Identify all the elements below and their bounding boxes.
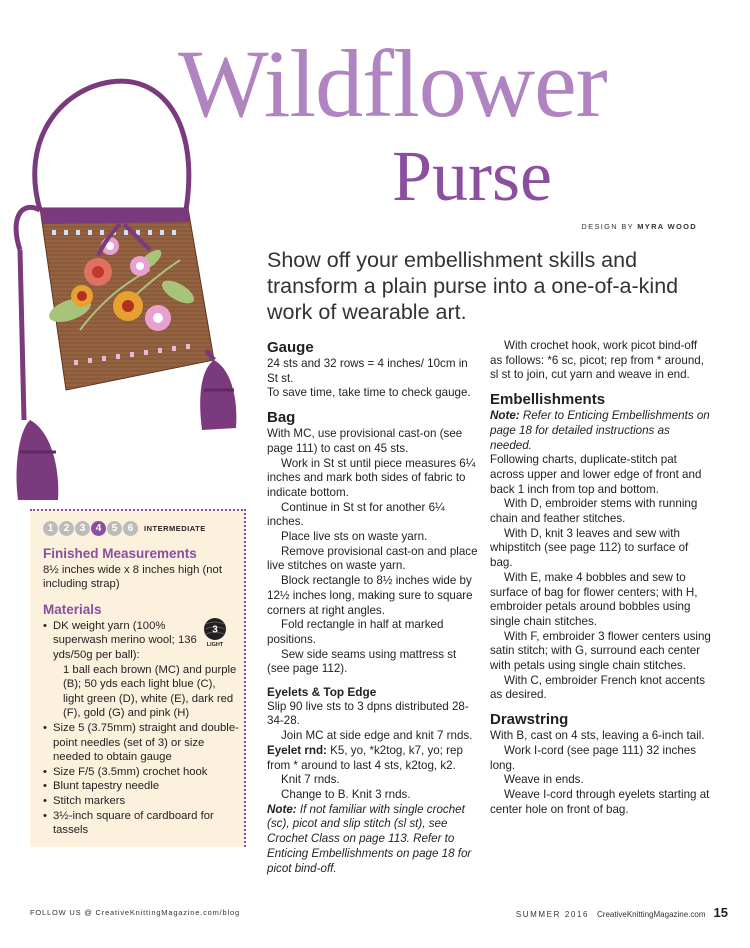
bag-p8: Sew side seams using mattress st (see page 112). xyxy=(267,647,457,676)
skill-label: INTERMEDIATE xyxy=(144,524,206,533)
skill-circle-6: 6 xyxy=(123,521,138,536)
finished-text: 8½ inches wide x 8 inches high (not including strap) xyxy=(43,564,222,591)
embellishments-heading: Embellishments xyxy=(490,391,606,409)
column-left xyxy=(267,339,479,876)
eyelets-p2: Join MC at side edge and knit 7 rnds. xyxy=(281,729,473,743)
byline-name: MYRA WOOD xyxy=(637,222,697,231)
bag-p6: Block rectangle to 8½ inches wide by 12½ inches long, making sure to square corners at right angles. xyxy=(267,574,473,617)
footer-url: CreativeKnittingMagazine.com xyxy=(597,910,706,919)
bag-p1: With MC, use provisional cast-on (see page 111) to cast on 45 sts. xyxy=(267,427,463,455)
eyelet-rnd xyxy=(267,744,479,773)
list-item: • Size 5 (3.75mm) straight and double-point needles (set of 3) or size needed to obtain gauge xyxy=(43,721,239,765)
list-item: • Stitch markers xyxy=(43,794,239,809)
embellishments-note-label: Note: xyxy=(490,409,520,423)
eyelets-heading: Eyelets & Top Edge xyxy=(267,685,377,700)
skill-circle-2: 2 xyxy=(59,521,74,536)
skill-circle-5: 5 xyxy=(107,521,122,536)
byline xyxy=(581,222,697,231)
embellishments-note xyxy=(490,409,712,453)
material-yarn-sub: 1 ball each brown (MC) and purple (B); 50 yds each light blue (C), light green (D), white (E), dark red (F), gold (G) and pink (H) xyxy=(63,663,237,720)
gauge-heading: Gauge xyxy=(267,339,314,356)
bag-p4: Place live sts on waste yarn. xyxy=(281,530,428,544)
embellishments-p3: With D, knit 3 leaves and sew with whipstitch (see page 112) to surface of bag. xyxy=(490,526,689,570)
embellishments-p4: With E, make 4 bobbles and sew to surface of bag for flower centers; with H, embroider petals around bobbles using single chain stitches. xyxy=(490,570,698,628)
bag-p7: Fold rectangle in half at marked positions. xyxy=(267,618,444,646)
yarn-weight-label: LIGHT xyxy=(206,642,224,647)
finished-heading: Finished Measurements xyxy=(43,546,197,561)
gauge-p1: 24 sts and 32 rows = 4 inches/ 10cm in St st. xyxy=(267,357,468,385)
drawstring-p1: With B, cast on 4 sts, leaving a 6-inch tail. xyxy=(490,729,705,743)
info-box xyxy=(30,509,246,847)
title-line-2: Purse xyxy=(392,136,552,216)
bag-heading: Bag xyxy=(267,409,296,427)
materials-list xyxy=(43,619,239,838)
bag-p3: Continue in St st for another 6¼ inches. xyxy=(267,500,445,529)
list-item xyxy=(43,619,239,721)
yarn-weight-number: 3 xyxy=(212,624,218,636)
embellishments-p6: With C, embroider French knot accents as desired. xyxy=(490,673,706,702)
list-item: • Blunt tapestry needle xyxy=(43,779,239,794)
page-number: 15 xyxy=(713,905,728,920)
intro-text: Show off your embellishment skills and transform a plain purse into a one-of-a-kind work of wearable art. xyxy=(267,248,679,324)
footer-right xyxy=(516,905,728,920)
title-line-1: Wildflower xyxy=(178,30,607,137)
drawstring-p4: Weave I-cord through eyelets starting at center hole on front of bag. xyxy=(490,787,710,816)
skill-circle-1: 1 xyxy=(43,521,58,536)
eyelets-note-label: Note: xyxy=(267,802,297,816)
skill-circle-3: 3 xyxy=(75,521,90,536)
embellishments-p5: With F, embroider 3 flower centers using satin stitch; with G, surround each center with petals using single chain stitches. xyxy=(490,629,711,673)
eyelet-rnd-text: K5, yo, *k2tog, k7, yo; rep from * around to last 4 sts, k2tog, k2. xyxy=(267,743,463,772)
eyelets-p1: Slip 90 live sts to 3 dpns distributed 28-34-28. xyxy=(267,699,469,728)
eyelets-p3: Knit 7 rnds. xyxy=(281,773,340,787)
gauge-p2: To save time, take time to check gauge. xyxy=(267,386,471,400)
drawstring-heading: Drawstring xyxy=(490,711,569,729)
eyelets-p4: Change to B. Knit 3 rnds. xyxy=(281,787,411,801)
skill-level xyxy=(43,521,244,536)
footer-issue: SUMMER 2016 xyxy=(515,910,590,919)
embellishments-p1: Following charts, duplicate-stitch pat across upper and lower edge of front and back 1 inch from top and bottom. xyxy=(490,453,702,496)
drawstring-p2: Work I-cord (see page 111) 32 inches long. xyxy=(490,743,697,772)
eyelets-note-text: If not familiar with single crochet (sc), picot and slip stitch (sl st), see Crochet Class on page 113. Refer to Enticing Embellishments on page 18 for picot bind-off. xyxy=(267,802,472,875)
skill-circle-4: 4 xyxy=(91,521,106,536)
column-right xyxy=(490,339,712,817)
picot-bind-off: With crochet hook, work picot bind-off as follows: *6 sc, picot; rep from * around, sl st to join, cut yarn and weave in end. xyxy=(490,339,704,382)
byline-prefix: DESIGN BY xyxy=(581,222,634,231)
list-item: • 3½-inch square of cardboard for tassels xyxy=(43,809,239,838)
eyelets-note xyxy=(267,803,479,877)
drawstring-p3: Weave in ends. xyxy=(504,773,584,787)
embellishments-note-text: Refer to Enticing Embellishments on page 18 for detailed instructions as needed. xyxy=(490,409,710,452)
footer-follow: FOLLOW US @ CreativeKnittingMagazine.com/blog xyxy=(30,908,240,917)
material-yarn: • DK weight yarn (100% superwash merino wool; 136 yds/50g per ball): xyxy=(53,619,197,661)
bag-p2: Work in St st until piece measures 6¼ inches and mark both sides of fabric to indicate bottom. xyxy=(267,456,476,499)
materials-heading: Materials xyxy=(43,601,102,617)
eyelet-rnd-label: Eyelet rnd: xyxy=(267,743,327,757)
list-item: • Size F/5 (3.5mm) crochet hook xyxy=(43,765,239,780)
embellishments-p2: With D, embroider stems with running chain and feather stitches. xyxy=(490,497,698,526)
bag-p5: Remove provisional cast-on and place live stitches on waste yarn. xyxy=(267,544,478,573)
